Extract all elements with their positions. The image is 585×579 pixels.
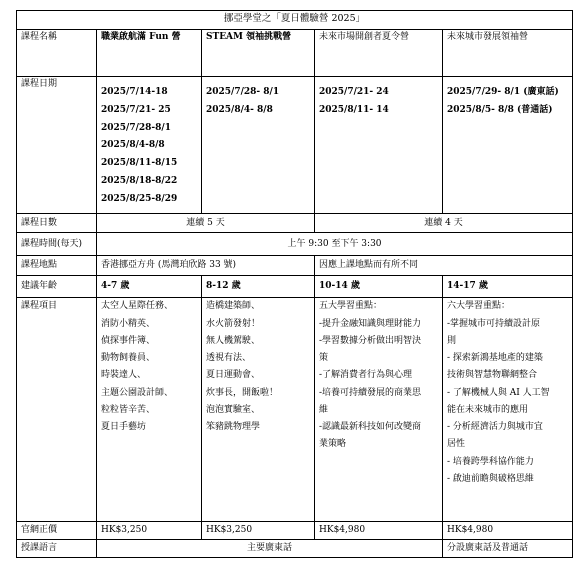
item-line: -培養可持續發展的商業思 [319, 387, 422, 398]
item-line: 粒粒皆辛苦、 [101, 404, 156, 415]
date-line: 2025/7/14-18 [101, 87, 168, 97]
price-col-4: HK$4,980 [443, 522, 573, 540]
item-line: 透視有法、 [206, 353, 252, 363]
item-line: 六大學習重點： [447, 301, 511, 312]
date-line: 2025/8/4-8/8 [101, 140, 165, 151]
item-line: 主題公園設計師、 [101, 387, 174, 398]
item-line: 時裝達人、 [101, 370, 147, 381]
item-line: 無人機駕駛、 [206, 335, 261, 346]
camp-name-1: 職業啟航滿 Fun 營 [97, 30, 202, 77]
item-line: 維 [319, 404, 329, 415]
time-value: 上午 9:30 至下午 3:30 [97, 233, 573, 256]
date-line: 2025/8/11- 14 [319, 104, 389, 115]
language-last: 分設廣東話及普通話 [443, 540, 573, 558]
date-line: 2025/8/11-8/15 [101, 158, 178, 168]
age-col-4: 14-17 歲 [443, 276, 573, 298]
date-line: 2025/8/5- 8/8 (普通話) [447, 104, 553, 115]
dates-col-1 [97, 77, 202, 214]
item-line: 業策略 [319, 439, 347, 450]
camp-name-4: 未來城市發展領袖營 [443, 30, 573, 77]
item-line: - 啟迪前瞻與破格思維 [447, 473, 534, 484]
item-line: -掌握城市可持續設計原 [447, 318, 541, 329]
camp-name-2: STEAM 領袖挑戰營 [202, 30, 315, 77]
item-line: 技術與智慧物聯網整合 [447, 370, 538, 381]
item-line: 策 [319, 353, 329, 363]
item-line: 偵探事件簿、 [101, 335, 156, 346]
date-line: 2025/7/21- 24 [319, 87, 389, 97]
item-line: - 培養跨學科協作能力 [447, 456, 534, 467]
date-line: 2025/7/21- 25 [101, 104, 171, 115]
item-line: -認識最新科技如何改變商 [319, 422, 422, 432]
item-line: 泡泡實驗室、 [206, 404, 261, 415]
row-label-age: 建議年齡 [17, 276, 97, 298]
item-line: 太空人星際任務、 [101, 301, 174, 312]
item-line: 造橋建築師、 [206, 301, 261, 312]
date-line: 2025/8/4- 8/8 [206, 104, 273, 115]
item-line: - 了解機械人與 AI 人工智 [447, 387, 550, 398]
row-label-days: 課程日數 [17, 214, 97, 233]
dates-col-2 [202, 77, 315, 214]
item-line: 水火箭發射！ [206, 318, 261, 329]
item-line: - 分析經濟活力與城市宜 [447, 422, 543, 432]
row-label-price: 官網正價 [17, 522, 97, 540]
row-label-location: 課程地點 [17, 256, 97, 276]
item-line: 居性 [447, 439, 466, 450]
item-line: -了解消費者行為與心理 [319, 370, 413, 381]
item-line: 五大學習重點： [319, 301, 383, 312]
language-main: 主要廣東話 [97, 540, 443, 558]
date-line: 2025/7/28-8/1 [101, 122, 171, 133]
item-line: -學習數據分析做出明智決 [319, 335, 422, 346]
item-line: 能在未來城市的應用 [447, 404, 529, 415]
item-line: 動物飼養員、 [101, 353, 156, 363]
item-line: 消防小精英、 [101, 318, 156, 329]
price-col-2: HK$3,250 [202, 522, 315, 540]
item-line: 則 [447, 335, 457, 346]
items-col-2 [202, 298, 315, 522]
row-label-dates: 課程日期 [17, 77, 97, 214]
item-line: 夏日手藝坊 [101, 422, 147, 432]
item-line: 笨豬跳物理學 [206, 422, 261, 432]
item-line: -提升金融知識與理財能力 [319, 318, 422, 329]
item-line: 夏日運動會、 [206, 370, 261, 381]
date-line: 2025/8/18-8/22 [101, 175, 178, 186]
dates-col-3 [315, 77, 443, 214]
camp-name-3: 未來市場開創者夏令營 [315, 30, 443, 77]
camp-schedule-table [16, 10, 573, 558]
item-line: - 探索新鴻基地產的建築 [447, 353, 543, 363]
row-label-time: 課程時間(每天) [17, 233, 97, 256]
table-title: 挪亞學堂之「夏日體驗營 2025」 [17, 11, 573, 30]
location-left: 香港挪亞方舟 (馬灣珀欣路 33 號) [97, 256, 315, 276]
row-label-course-name: 課程名稱 [17, 30, 97, 77]
row-label-language: 授課語言 [17, 540, 97, 558]
age-col-3: 10-14 歲 [315, 276, 443, 298]
items-col-4 [443, 298, 573, 522]
date-line: 2025/7/28- 8/1 [206, 87, 280, 97]
location-right: 因應上課地點而有所不同 [315, 256, 573, 276]
dates-col-4 [443, 77, 573, 214]
date-line: 2025/7/29- 8/1 (廣東話) [447, 87, 559, 97]
days-left: 連續 5 天 [97, 214, 315, 233]
price-col-3: HK$4,980 [315, 522, 443, 540]
items-col-3 [315, 298, 443, 522]
row-label-items: 課程項目 [17, 298, 97, 522]
days-right: 連續 4 天 [315, 214, 573, 233]
price-col-1: HK$3,250 [97, 522, 202, 540]
items-col-1 [97, 298, 202, 522]
age-col-2: 8-12 歲 [202, 276, 315, 298]
age-col-1: 4-7 歲 [97, 276, 202, 298]
date-line: 2025/8/25-8/29 [101, 193, 178, 204]
item-line: 炊事長，開飯啦！ [206, 387, 279, 398]
